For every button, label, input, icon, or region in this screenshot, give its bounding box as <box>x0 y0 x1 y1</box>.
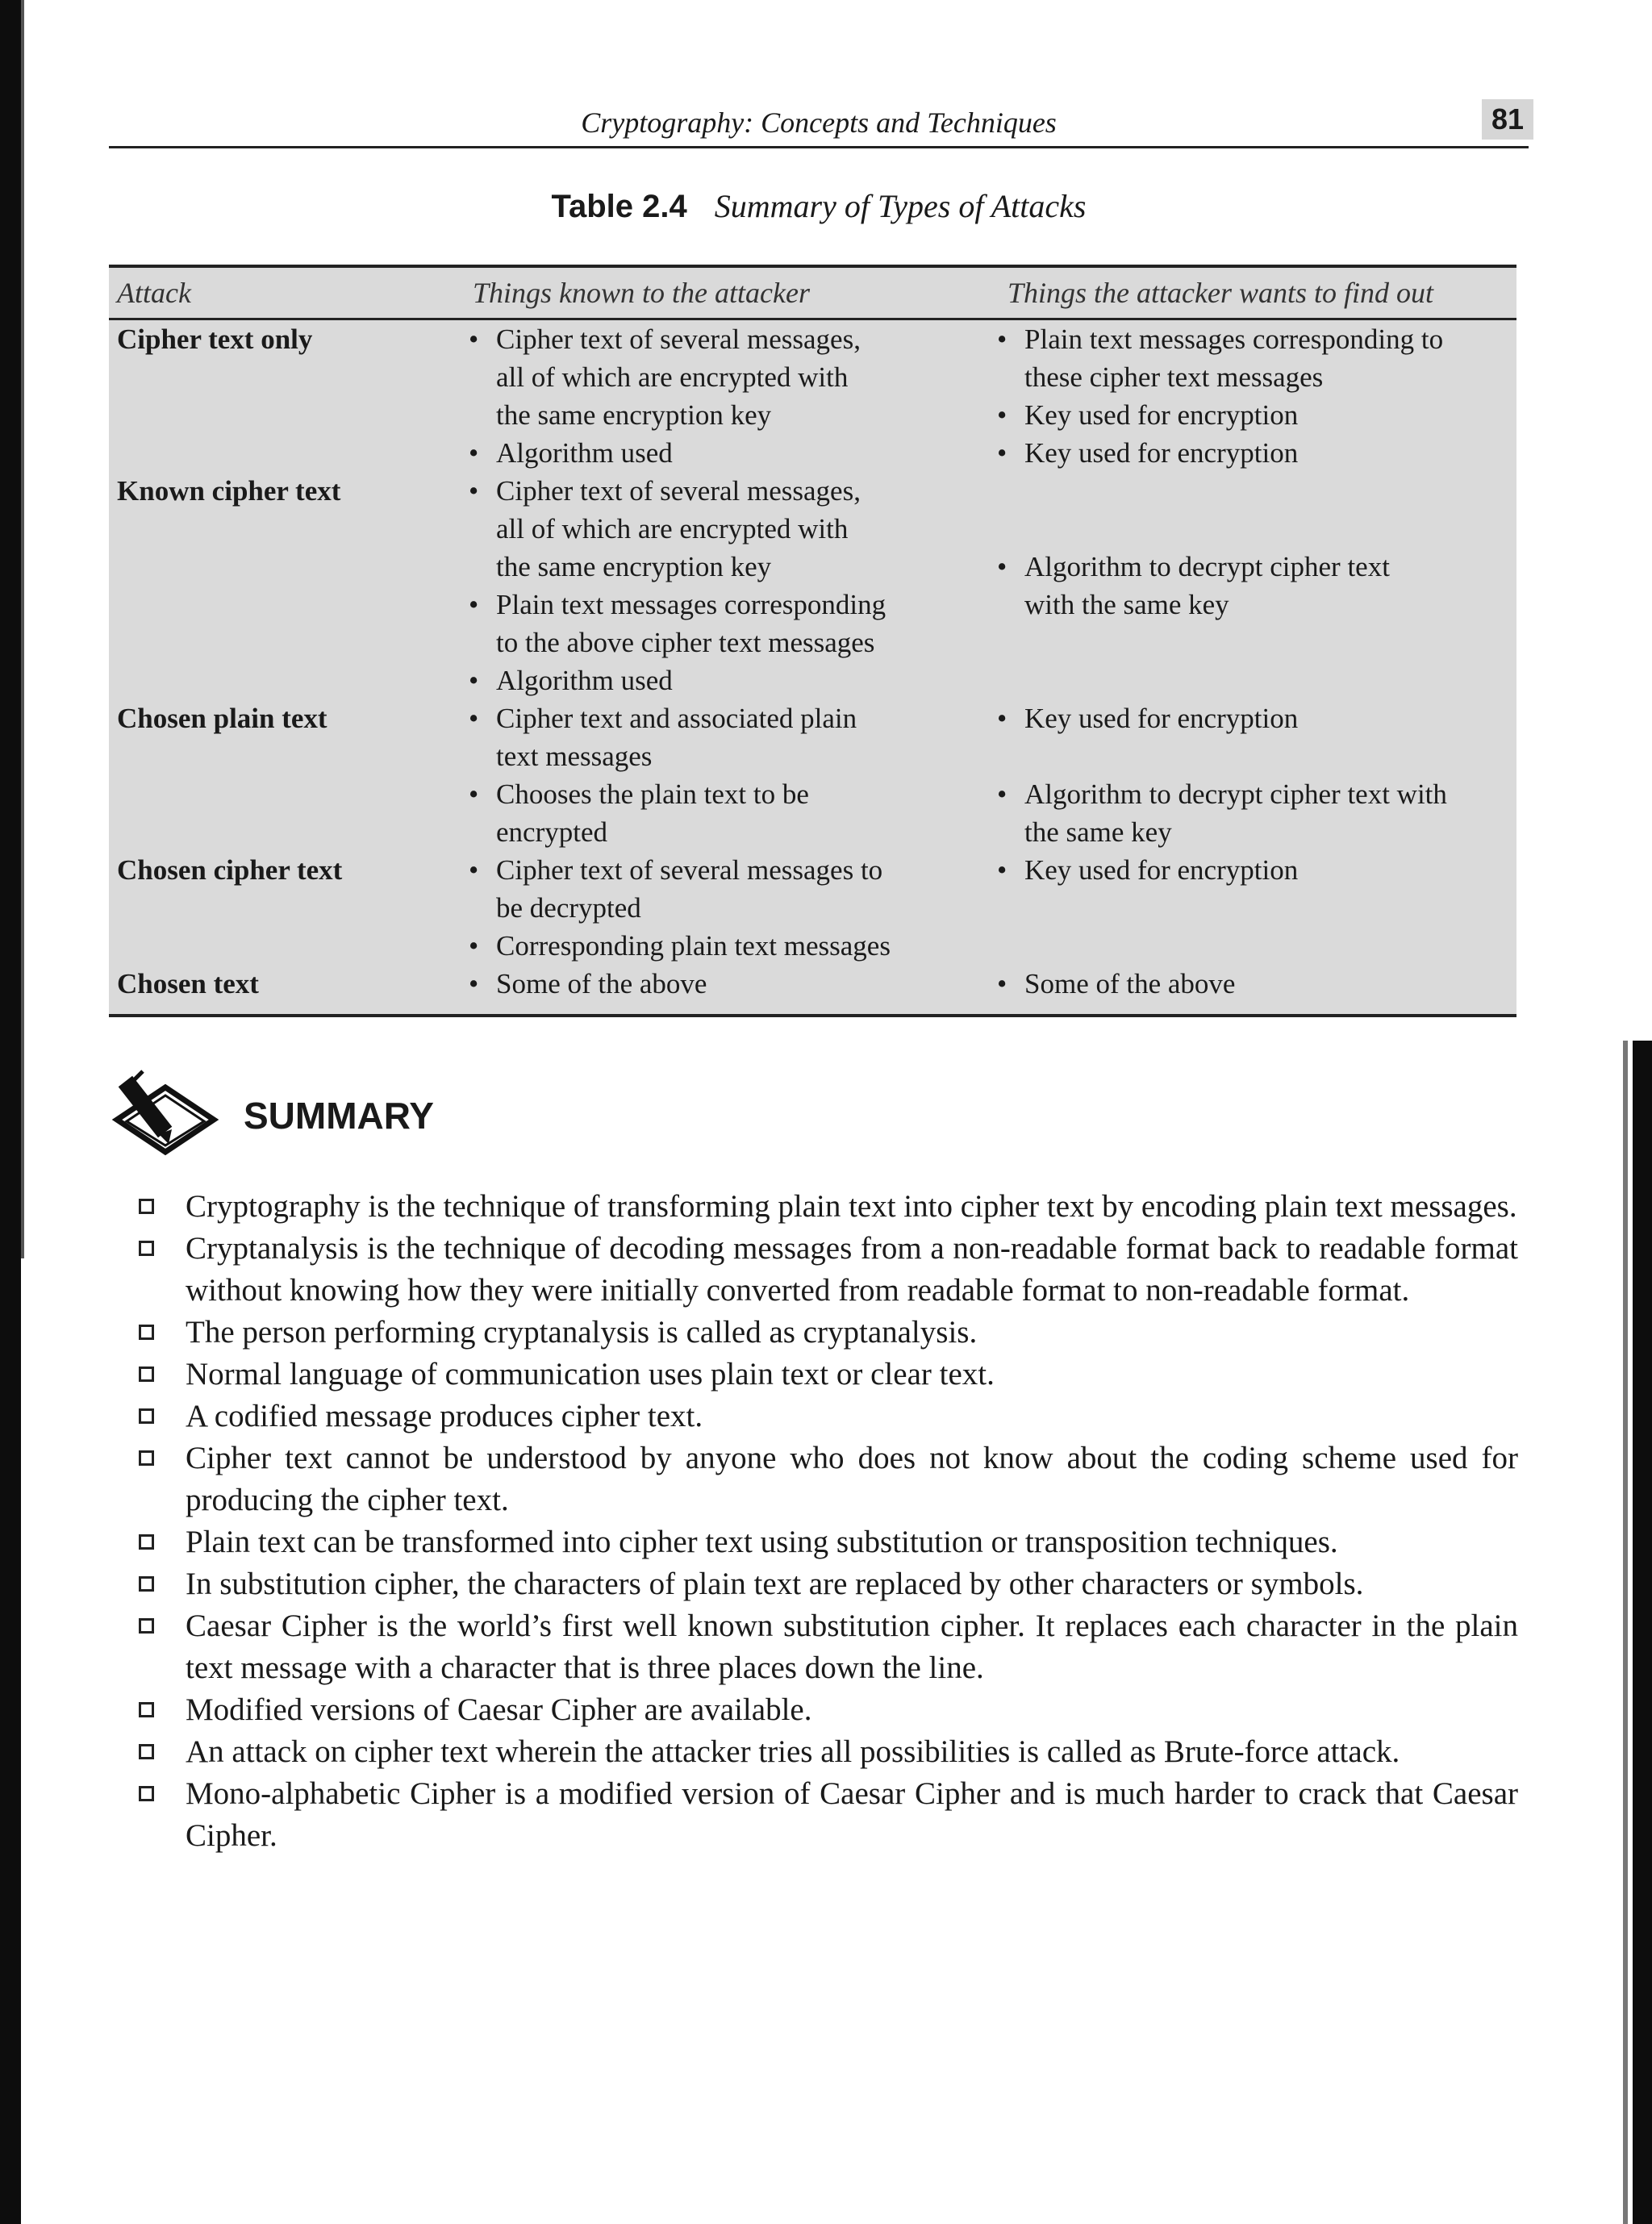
square-bullet-icon <box>139 1534 154 1550</box>
known-item: • Cipher text of several messages, all of which are encrypted with the same encryption key <box>469 475 861 582</box>
scan-edge-left <box>0 0 21 2224</box>
square-bullet-icon <box>139 1241 154 1256</box>
wants-item: • Algorithm to decrypt cipher text with the same key <box>997 551 1390 620</box>
known-item: • Some of the above <box>469 968 707 999</box>
summary-item: An attack on cipher text wherein the attacker tries all possibilities is called as Brute-force attack. <box>139 1731 1518 1773</box>
known-item: • Plain text messages corresponding to the above cipher text messages <box>469 589 886 658</box>
summary-item: A codified message produces cipher text. <box>139 1396 1518 1437</box>
summary-item: Caesar Cipher is the world’s first well known substitution cipher. It replaces each character in the plain text message with a character that is three places down the line. <box>139 1605 1518 1689</box>
square-bullet-icon <box>139 1576 154 1592</box>
wants-item: • Algorithm to decrypt cipher text with the same key <box>997 778 1447 848</box>
table-caption <box>109 187 1529 225</box>
summary-list <box>139 1186 1518 1857</box>
wants-item: • Key used for encryption <box>997 703 1299 734</box>
table-caption-number: Table 2.4 <box>551 189 687 224</box>
summary-item: Mono-alphabetic Cipher is a modified version of Caesar Cipher and is much harder to crack that Caesar Cipher. <box>139 1773 1518 1857</box>
scan-edge-left-inner <box>21 0 24 1258</box>
square-bullet-icon <box>139 1408 154 1424</box>
column-header-wants: Things the attacker wants to find out <box>1007 277 1433 309</box>
row-attack-chosen-plain-text: Chosen plain text <box>117 703 327 734</box>
square-bullet-icon <box>139 1744 154 1759</box>
summary-item: In substitution cipher, the characters of plain text are replaced by other characters or symbols. <box>139 1563 1518 1605</box>
wants-item: • Plain text messages corresponding to these cipher text messages <box>997 323 1444 393</box>
table-header-row <box>109 268 1516 320</box>
square-bullet-icon <box>139 1786 154 1801</box>
known-item: • Cipher text of several messages, all of which are encrypted with the same encryption key <box>469 323 861 431</box>
attack-types-table <box>109 265 1516 1017</box>
square-bullet-icon <box>139 1199 154 1214</box>
wants-item: • Key used for encryption <box>997 437 1299 469</box>
wants-item: • Key used for encryption <box>997 399 1299 431</box>
wants-item: • Some of the above <box>997 968 1236 999</box>
scan-edge-right <box>1633 1041 1652 2224</box>
summary-item: Cryptography is the technique of transforming plain text into cipher text by encoding plain text messages. <box>139 1186 1518 1228</box>
known-item: • Cipher text of several messages to be decrypted <box>469 854 883 924</box>
summary-title: SUMMARY <box>244 1095 434 1137</box>
page-number: 81 <box>1482 99 1533 140</box>
column-header-attack: Attack <box>117 277 191 309</box>
square-bullet-icon <box>139 1618 154 1634</box>
table-body <box>109 320 1516 1014</box>
column-header-known: Things known to the attacker <box>473 277 810 309</box>
summary-item: The person performing cryptanalysis is called as cryptanalysis. <box>139 1312 1518 1354</box>
row-attack-cipher-text-only: Cipher text only <box>117 323 313 355</box>
summary-item: Modified versions of Caesar Cipher are available. <box>139 1689 1518 1731</box>
square-bullet-icon <box>139 1702 154 1717</box>
summary-item: Plain text can be transformed into cipher text using substitution or transposition techniques. <box>139 1521 1518 1563</box>
row-attack-known-cipher-text: Known cipher text <box>117 475 341 507</box>
square-bullet-icon <box>139 1367 154 1382</box>
table-caption-title: Summary of Types of Attacks <box>714 188 1087 224</box>
known-item: • Corresponding plain text messages <box>469 930 891 962</box>
summary-item: Cipher text cannot be understood by anyone who does not know about the coding scheme used for producing the cipher text. <box>139 1437 1518 1521</box>
row-attack-chosen-cipher-text: Chosen cipher text <box>117 854 343 886</box>
known-item: • Algorithm used <box>469 665 673 696</box>
square-bullet-icon <box>139 1450 154 1466</box>
page-header <box>109 101 1529 148</box>
known-item: • Chooses the plain text to be encrypted <box>469 778 809 848</box>
running-title: Cryptography: Concepts and Techniques <box>581 106 1057 139</box>
summary-item: Normal language of communication uses plain text or clear text. <box>139 1354 1518 1396</box>
summary-item: Cryptanalysis is the technique of decoding messages from a non-readable format back to readable format without knowing how they were initially converted from readable format to non-readable format. <box>139 1228 1518 1312</box>
known-item: • Cipher text and associated plain text messages <box>469 703 857 772</box>
pen-on-paper-icon <box>109 1063 222 1176</box>
known-item: • Algorithm used <box>469 437 673 469</box>
square-bullet-icon <box>139 1325 154 1340</box>
wants-item: • Key used for encryption <box>997 854 1299 886</box>
row-attack-chosen-text: Chosen text <box>117 968 259 999</box>
scan-edge-right-inner <box>1623 1041 1628 2224</box>
